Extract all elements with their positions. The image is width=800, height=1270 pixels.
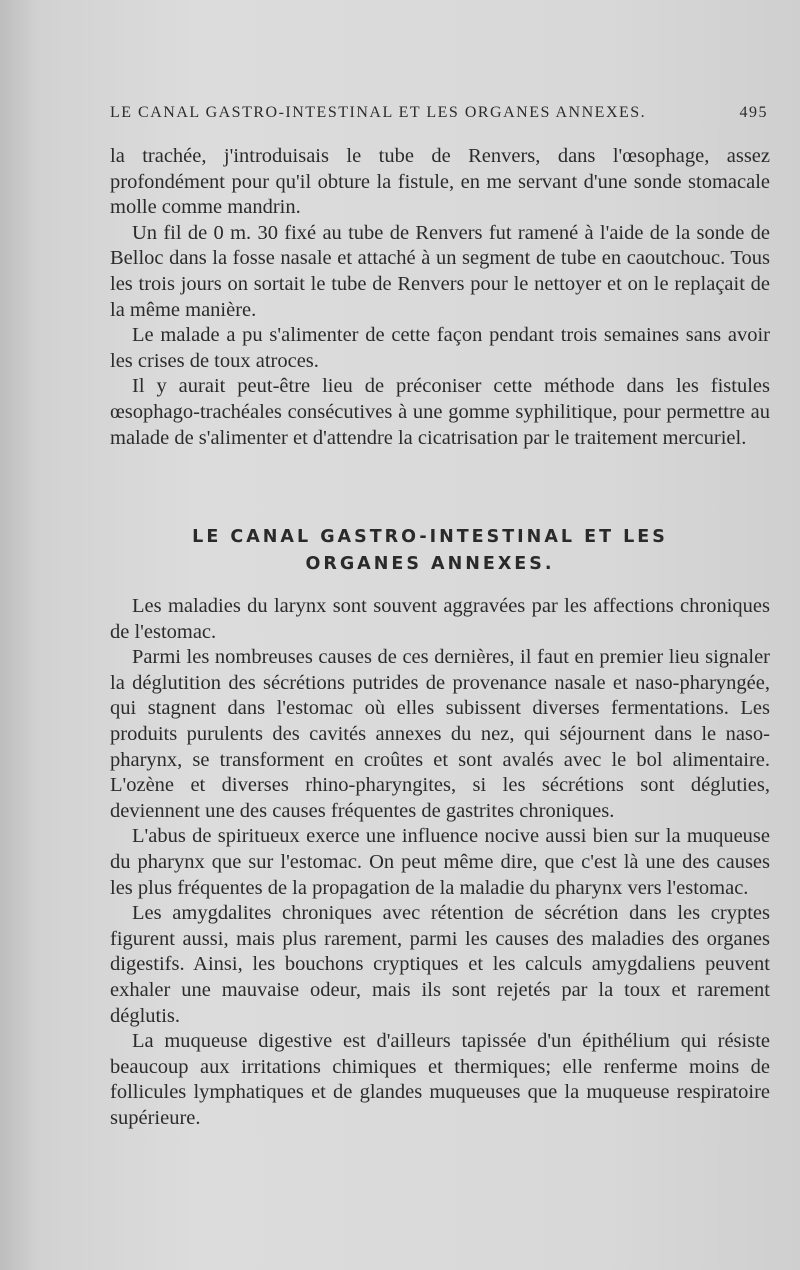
paragraph: L'abus de spiritueux exerce une influence nocive aussi bien sur la muqueuse du pharynx que sur l'estomac. On peut même dire, que c'est là une des causes les plus fréquentes de la propagation de la maladie du pharynx vers l'estomac. (110, 825, 770, 899)
body-text-top (110, 144, 770, 451)
paragraph: la trachée, j'introduisais le tube de Renvers, dans l'œsophage, assez profondément pour qu'il obture la fistule, en me servant d'une sonde stomacale molle comme mandrin. (110, 145, 770, 219)
paragraph: Le malade a pu s'alimenter de cette façon pendant trois semaines sans avoir les crises de toux atroces. (110, 324, 770, 372)
paragraph: Il y aurait peut-être lieu de préconiser cette méthode dans les fistules œsophago-trachéales consécutives à une gomme syphilitique, pour permettre au malade de s'alimenter et d'attendre la cicatrisation par le traitement mercuriel. (110, 375, 770, 449)
running-head (110, 104, 768, 122)
body-text-bottom (110, 594, 770, 1131)
paragraph: Parmi les nombreuses causes de ces dernières, il faut en premier lieu signaler la déglutition des sécrétions putrides de provenance nasale et naso-pharyngée, qui stagnent dans l'estomac où elles subissent diverses fermentations. Les produits purulents des cavités annexes du nez, qui séjournent dans le naso-pharynx, se transforment en croûtes et sont avalés avec le bol alimentaire. L'ozène et diverses rhino-pharyngites, si les sécrétions sont dégluties, deviennent une des causes fréquentes de gastrites chroniques. (110, 646, 770, 822)
paragraph: Les maladies du larynx sont souvent aggravées par les affections chroniques de l'estomac. (110, 595, 770, 643)
paragraph: Un fil de 0 m. 30 fixé au tube de Renvers fut ramené à l'aide de la sonde de Belloc dans la fosse nasale et attaché à un segment de tube en caoutchouc. Tous les trois jours on sortait le tube de Renvers pour le nettoyer et on le replaçait de la même manière. (110, 221, 770, 321)
paragraph: La muqueuse digestive est d'ailleurs tapissée d'un épithélium qui résiste beaucoup aux irritations chimiques et thermiques; elle renferme moins de follicules lymphatiques et de glandes muqueuses que la muqueuse respiratoire supérieure. (110, 1030, 770, 1129)
section-heading: LE CANAL GASTRO-INTESTINAL ET LES ORGANES ANNEXES. (192, 527, 668, 574)
running-title: LE CANAL GASTRO-INTESTINAL ET LES ORGANES ANNEXES. (110, 104, 647, 121)
paragraph: Les amygdalites chroniques avec rétention de sécrétion dans les cryptes figurent aussi, mais plus rarement, parmi les causes des maladies des organes digestifs. Ainsi, les bouchons cryptiques et les calculs amygdaliens peuvent exhaler une mauvaise odeur, mais ils sont rejetés par la toux et rarement déglutis. (110, 902, 770, 1027)
page-number: 495 (739, 104, 768, 121)
